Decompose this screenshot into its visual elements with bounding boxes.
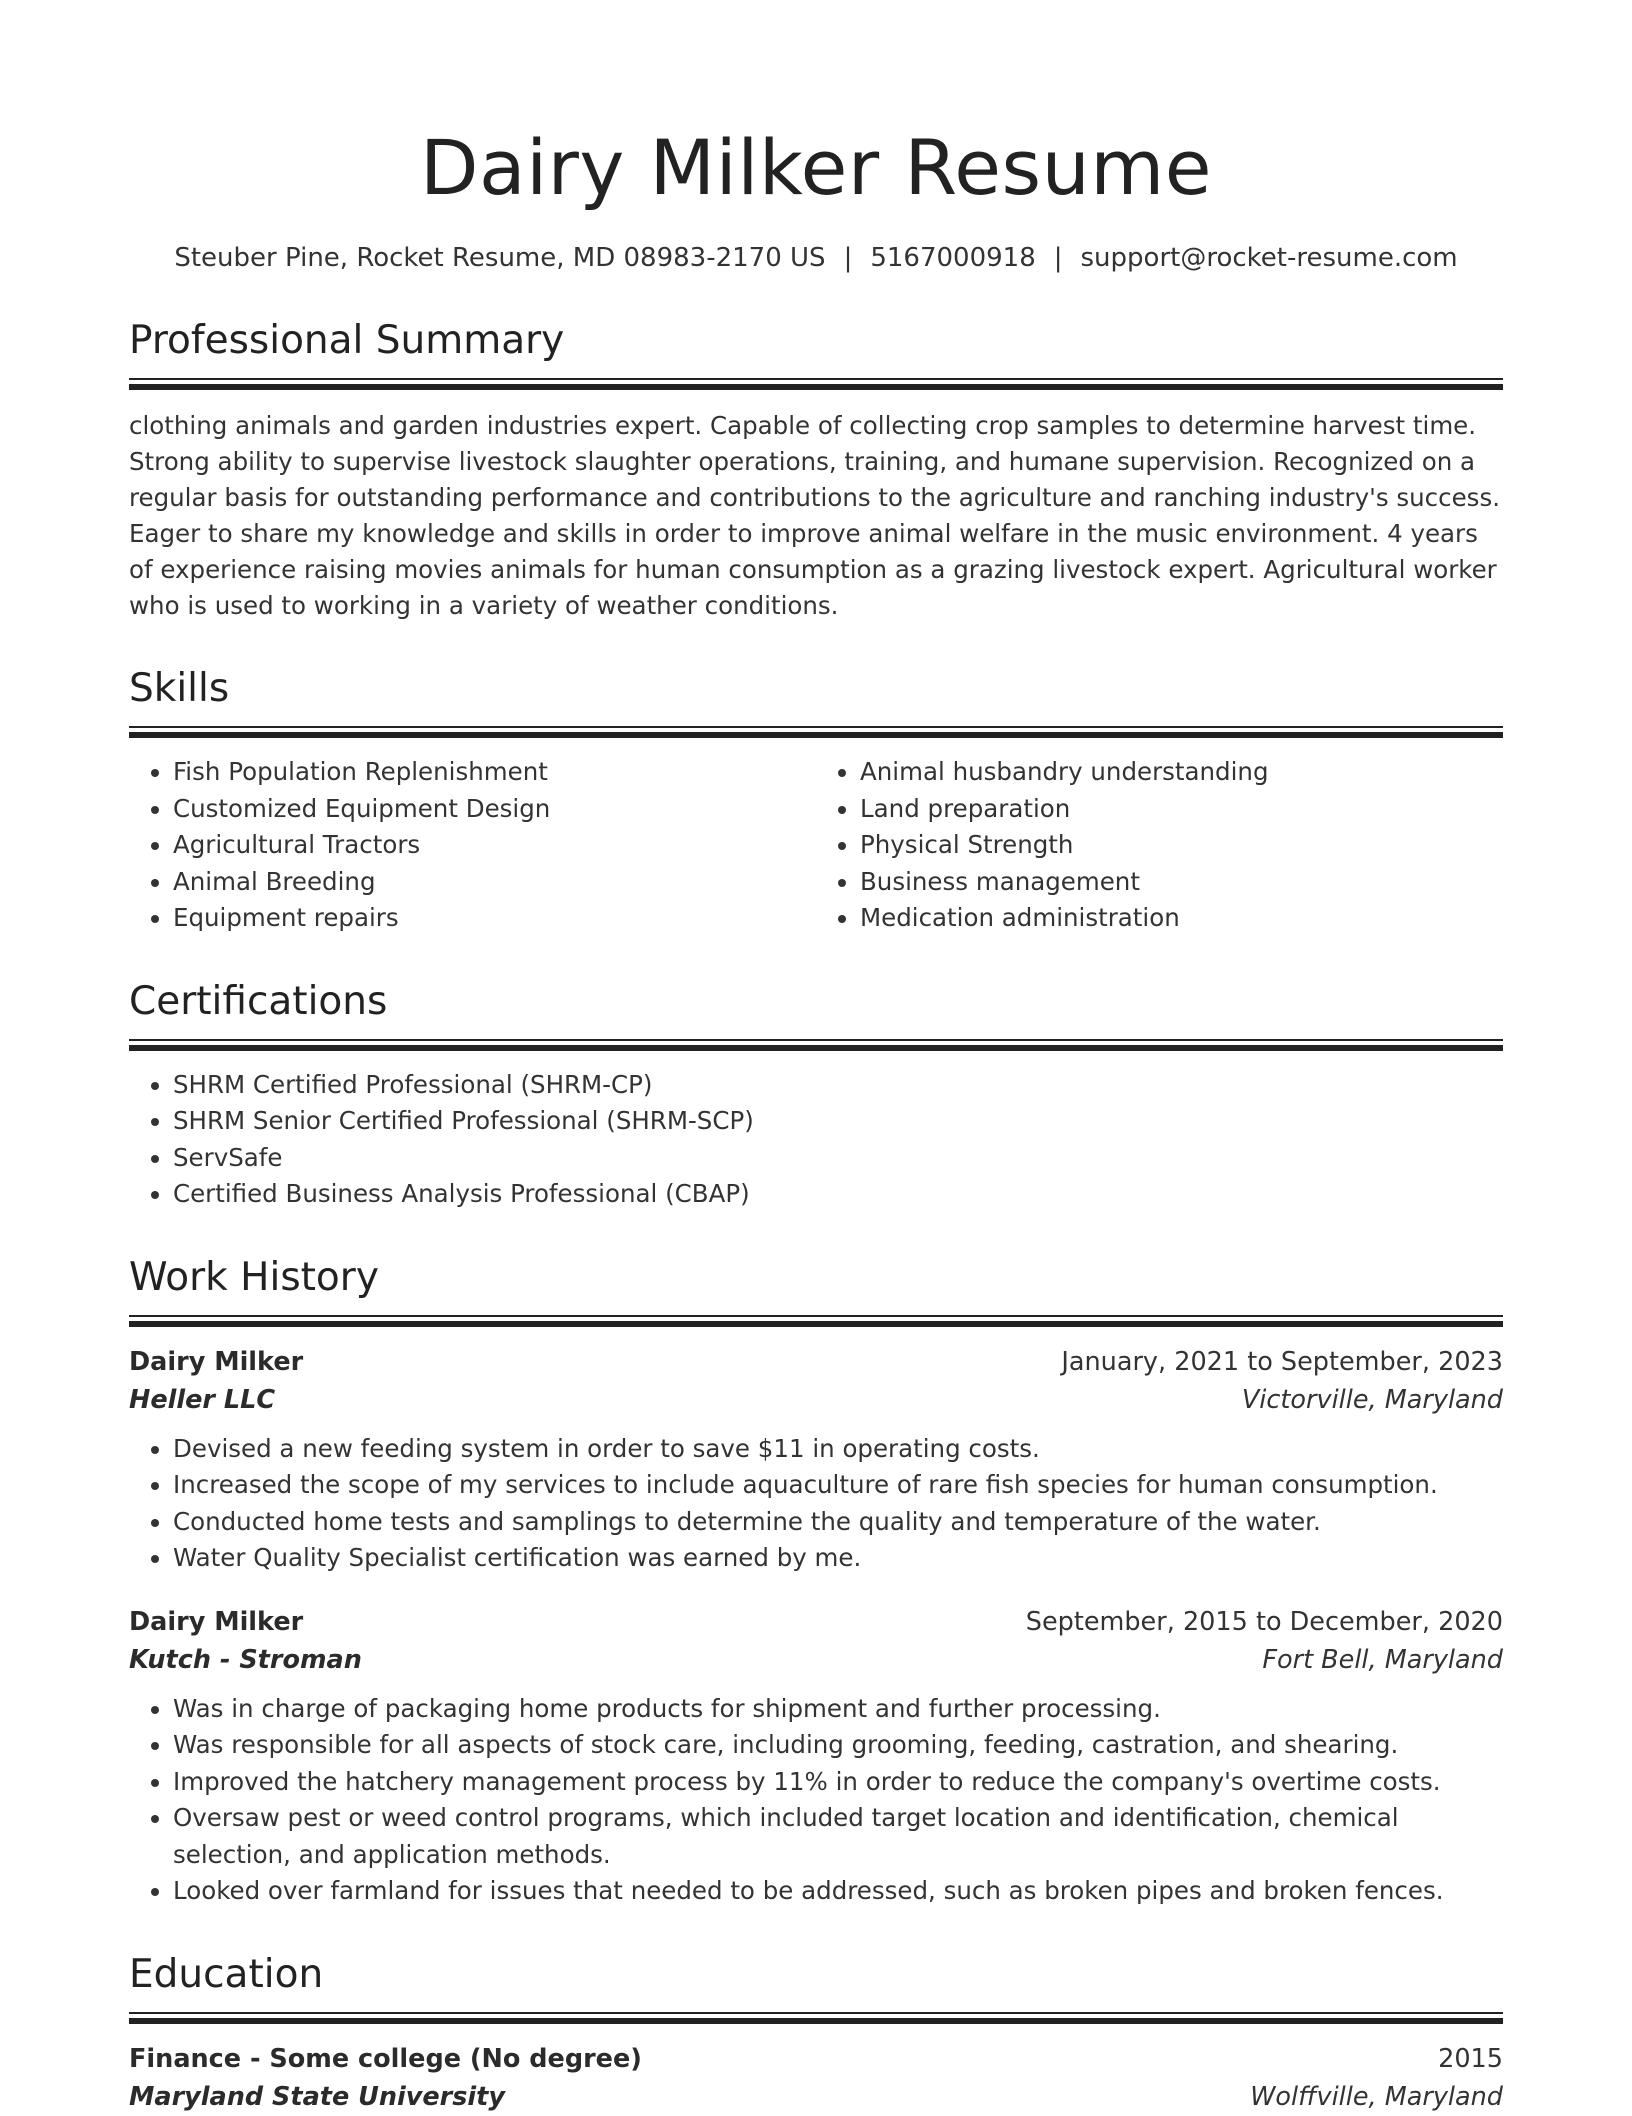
- job-bullet: • Looked over farmland for issues that needed to be addressed, such as broken pipes and broken fences.: [173, 1873, 1503, 1910]
- skill-item: • Animal husbandry understanding: [860, 754, 1503, 791]
- contact-phone: 5167000918: [870, 243, 1036, 273]
- certification-item: • ServSafe: [173, 1140, 1503, 1177]
- skill-item: • Physical Strength: [860, 827, 1503, 864]
- certifications-list: [129, 1067, 1503, 1213]
- job-bullet: • Devised a new feeding system in order to save $11 in operating costs.: [173, 1431, 1503, 1468]
- section-title: Certifications: [129, 978, 388, 1024]
- contact-separator: |: [843, 243, 853, 273]
- skills-list-left: [129, 754, 816, 937]
- skills-list-right: [816, 754, 1503, 937]
- job-title: Dairy Milker: [129, 1606, 304, 1637]
- education-year: 2015: [1438, 2043, 1503, 2074]
- job-bullets: [129, 1691, 1503, 1910]
- section-divider: [129, 1039, 1503, 1051]
- job-bullet: • Water Quality Specialist certification was earned by me.: [173, 1540, 1503, 1577]
- section-title: Skills: [129, 666, 230, 711]
- skills-section: [129, 664, 1503, 937]
- job-dates: September, 2015 to December, 2020: [1025, 1606, 1503, 1637]
- skill-item: • Animal Breeding: [173, 864, 816, 901]
- skill-item: • Agricultural Tractors: [173, 827, 816, 864]
- section-divider: [129, 1315, 1503, 1327]
- job-entry: [129, 1603, 1503, 1910]
- education-entry: [129, 2040, 1503, 2116]
- education-section: [129, 1950, 1503, 2116]
- section-divider: [129, 378, 1503, 390]
- education-degree: Finance - Some college (No degree): [129, 2043, 642, 2074]
- certification-item: • Certified Business Analysis Professional (CBAP): [173, 1176, 1503, 1213]
- skill-item: • Fish Population Replenishment: [173, 754, 816, 791]
- summary-section: [129, 316, 1503, 624]
- job-title: Dairy Milker: [129, 1346, 304, 1377]
- skill-item: • Business management: [860, 864, 1503, 901]
- job-location: Victorville, Maryland: [1241, 1384, 1503, 1415]
- contact-email: support@rocket-resume.com: [1080, 243, 1458, 273]
- section-divider: [129, 726, 1503, 738]
- skill-item: • Medication administration: [860, 900, 1503, 937]
- job-company: Kutch - Stroman: [129, 1644, 362, 1675]
- resume-name: Dairy Milker Resume: [419, 123, 1213, 212]
- job-bullet: • Was in charge of packaging home products for shipment and further processing.: [173, 1691, 1503, 1728]
- certification-item: • SHRM Senior Certified Professional (SHRM-SCP): [173, 1103, 1503, 1140]
- job-entry: [129, 1343, 1503, 1577]
- contact-address: Steuber Pine, Rocket Resume, MD 08983-2170 US: [174, 243, 826, 273]
- section-title: Education: [129, 1951, 324, 1997]
- job-company: Heller LLC: [129, 1384, 276, 1415]
- section-title: Professional Summary: [129, 318, 565, 363]
- skill-item: • Equipment repairs: [173, 900, 816, 937]
- section-divider: [129, 2012, 1503, 2024]
- summary-text: clothing animals and garden industries expert. Capable of collecting crop samples to determine harvest time. Strong ability to supervise livestock slaughter operations, training, and humane supervision. Recognized on a regular basis for outstanding performance and contributions to the agriculture and ranching industry's success. Eager to share my knowledge and skills in order to improve animal welfare in the music environment. 4 years of experience raising movies animals for human consumption as a grazing livestock expert. Agricultural worker who is used to working in a variety of weather conditions.: [129, 411, 1500, 620]
- contact-separator: |: [1053, 243, 1063, 273]
- job-dates: January, 2021 to September, 2023: [1061, 1346, 1503, 1377]
- work-history-section: [129, 1253, 1503, 1910]
- certifications-section: [129, 977, 1503, 1213]
- education-location: Wolffville, Maryland: [1250, 2081, 1503, 2112]
- section-title: Work History: [129, 1254, 379, 1300]
- certification-item: • SHRM Certified Professional (SHRM-CP): [173, 1067, 1503, 1104]
- job-bullet: • Conducted home tests and samplings to determine the quality and temperature of the water.: [173, 1504, 1503, 1541]
- job-bullet: • Improved the hatchery management process by 11% in order to reduce the company's overtime costs.: [173, 1764, 1503, 1801]
- job-location: Fort Bell, Maryland: [1262, 1644, 1503, 1675]
- job-bullet: • Was responsible for all aspects of stock care, including grooming, feeding, castration, and shearing.: [173, 1727, 1503, 1764]
- skill-item: • Customized Equipment Design: [173, 791, 816, 828]
- job-bullet: • Increased the scope of my services to include aquaculture of rare fish species for human consumption.: [173, 1467, 1503, 1504]
- skill-item: • Land preparation: [860, 791, 1503, 828]
- job-bullets: [129, 1431, 1503, 1577]
- skills-grid: [129, 754, 1503, 937]
- contact-line: [129, 240, 1503, 276]
- education-school: Maryland State University: [129, 2081, 505, 2112]
- job-bullet: • Oversaw pest or weed control programs, which included target location and identification, chemical selection, and application methods.: [173, 1800, 1503, 1873]
